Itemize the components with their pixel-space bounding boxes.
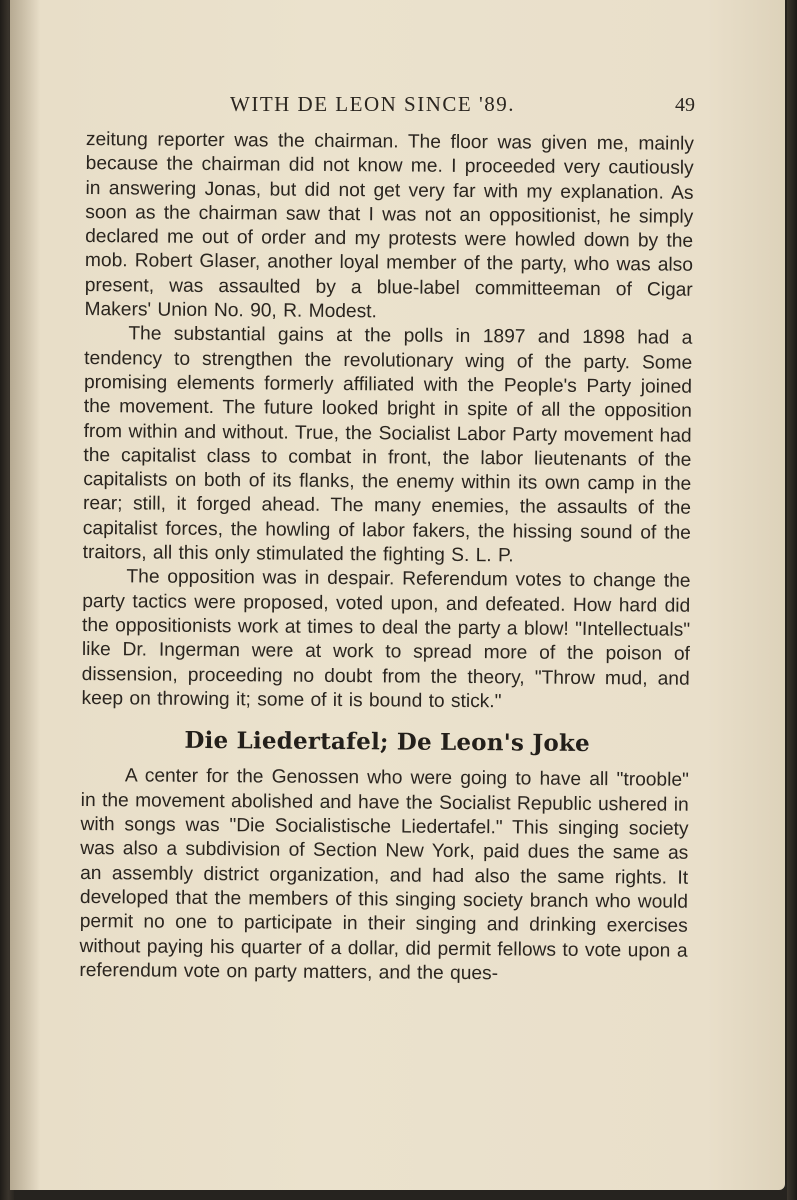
page-number: 49: [675, 94, 695, 116]
paragraph-3: The opposition was in despair. Referendum votes to change the party tactics were proposed, voted upon, and defeated. How hard did the oppositionists work at times to deal the party a blow! "Intellectuals" like Dr. Ingerman were at work to spread more of the poison of dissension, proceeding no doubt from the theory, "Throw mud, and keep on throwing it; some of it is bound to stick.": [81, 566, 691, 713]
running-head: [10, 92, 785, 122]
paragraph-2: The substantial gains at the polls in 1897 and 1898 had a tendency to strengthen the revolutionary wing of the party. Some promising elements formerly affiliated with the People's Party joined the movement. The future looked bright in spite of all the opposition from within and without. True, the Socialist Labor Party movement had the capitalist class to combat in front, the labor lieutenants of the capitalists on both of its flanks, the enemy within its own camp in the rear; still, it forged ahead. The many enemies, the assaults of the capitalist forces, the howling of labor fakers, the hissing sound of the traitors, all this only stimulated the fighting S. L. P.: [82, 323, 693, 567]
page-edge-shadow: [787, 0, 797, 1200]
gutter-shadow: [10, 0, 40, 1190]
section-heading: Die Liedertafel; De Leon's Joke: [184, 726, 591, 758]
book-page: [10, 0, 785, 1190]
paragraph-1: zeitung reporter was the chairman. The floor was given me, mainly because the chairman did not know me. I proceeded very cautiously in answering Jonas, but did not get very far with my explanation. As soon as the chairman saw that I was not an oppositionist, he simply declared me out of order and my protests were howled down by the mob. Robert Glaser, another loyal member of the party, who was also present, was assaulted by a blue-label committeeman of Cigar Makers' Union No. 90, R. Modest.: [84, 128, 694, 323]
running-title: WITH DE LEON SINCE '89.: [230, 92, 515, 116]
body-text: [79, 128, 694, 988]
section-paragraph: A center for the Genossen who were going to have all "trooble" in the movement abolished and have the Socialist Republic ushered in with songs was "Die Socialistische Liedertafel." This singing society was also a subdivision of Section New York, paid dues the same as an assembly district organization, and had also the same rights. It developed that the members of this singing society branch who would permit no one to participate in their singing and drinking exercises without paying his quarter of a dollar, did permit fellows to vote upon a referendum vote on party matters, and the ques-: [79, 765, 689, 985]
